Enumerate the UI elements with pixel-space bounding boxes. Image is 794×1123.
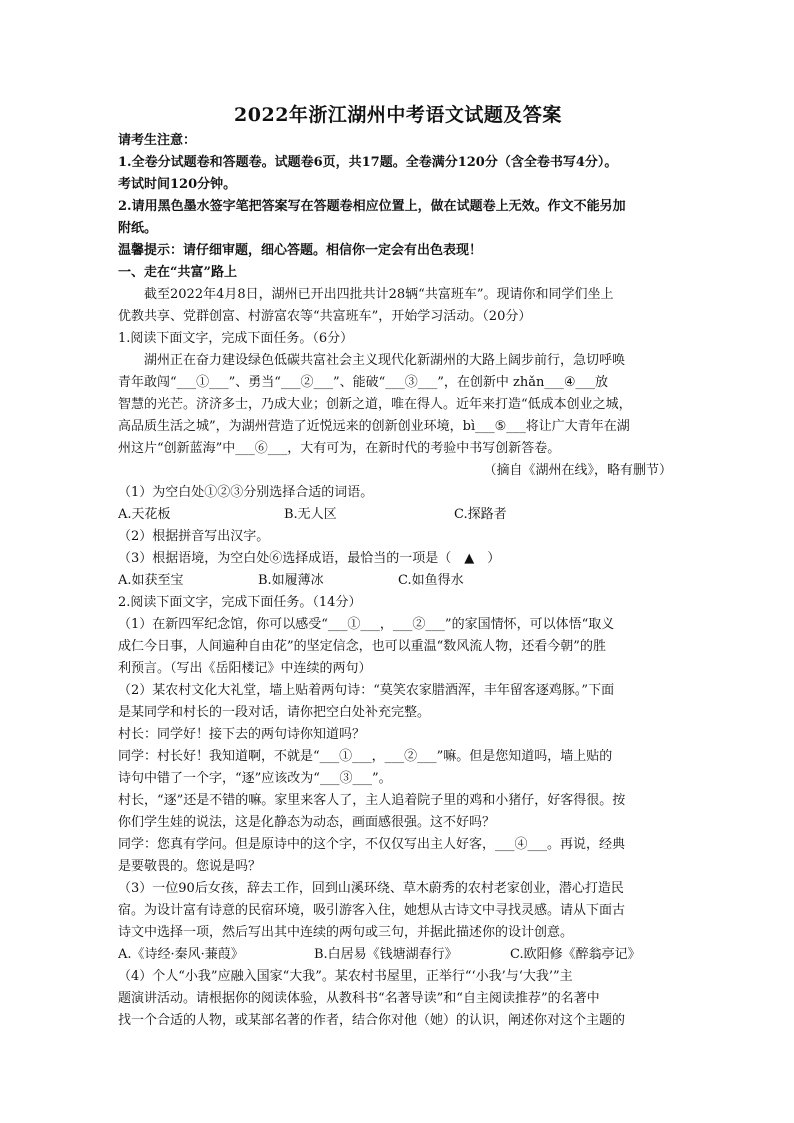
notice-line: 1.全卷分试题卷和答题卷。试题卷6页，共17题。全卷满分120分（含全卷书写4分）。 (118, 155, 618, 170)
notice-heading: 请考生注意： (118, 133, 197, 148)
exam-body (118, 130, 678, 1032)
option: A.如获至宝 (118, 573, 184, 588)
option: C.如鱼得水 (398, 573, 464, 588)
options-row (118, 504, 678, 526)
subquestion: 宿。为设计富有诗意的民宿环境，吸引游客入住，她想从古诗文中寻找灵感。请从下面古 (118, 903, 626, 918)
section-intro: 截至2022年4月8日，湖州已开出四批共计28辆“共富班车”。现请你和同学们坐上 (144, 287, 614, 302)
question-stem: 2.阅读下面文字，完成下面任务。（14分） (118, 595, 362, 610)
subquestion: （1）为空白处①②③分别选择合适的词语。 (118, 485, 374, 500)
dialogue-line: 同学：您真有学问。但是原诗中的这个字，不仅仅写出主人好客，___④___。再说，经典 (118, 837, 626, 852)
subquestion: 利预言。（写出《岳阳楼记》中连续的两句） (118, 661, 372, 676)
option: C.探路者 (454, 507, 507, 522)
section-heading: 一、走在“共富”路上 (118, 265, 237, 280)
option: B.无人区 (284, 507, 337, 522)
subquestion: （1）在新四军纪念馆，你可以感受“___①___，___②___”的家国情怀，可以体悟“取义 (118, 617, 615, 632)
dialogue-line: 是要敬畏的。您说是吗？ (118, 859, 262, 874)
notice-line: 2.请用黑色墨水签字笔把答案写在答题卷相应位置上，做在试题卷上无效。作文不能另加 (118, 199, 626, 214)
tip-line: 温馨提示：请仔细审题，细心答题。相信你一定会有出色表现！ (118, 243, 483, 258)
option: B.白居易《钱塘湖春行》 (314, 947, 458, 962)
option: A.《诗经·秦风·蒹葭》 (118, 947, 244, 962)
option: C.欧阳修《醉翁亭记》 (510, 947, 641, 962)
subquestion: （2）某农村文化大礼堂，墙上贴着两句诗：“莫笑农家腊酒浑，丰年留客逐鸡豚。”下面 (118, 683, 615, 698)
subquestion: （3）根据语境，为空白处⑥选择成语，最恰当的一项是（ ▲ ） (118, 551, 501, 566)
dialogue-line: 诗句中错了一个字，“逐”应该改为“___③___”。 (118, 771, 392, 786)
dialogue-line: 你们学生娃的说法，这是化静态为动态，画面感很强。这不好吗？ (118, 815, 496, 830)
subquestion: 找一个合适的人物，或某部名著的作者，结合你对他（她）的认识，阐述你对这个主题的 (118, 1013, 626, 1028)
subquestion: 成仁今日事，人间遍种自由花”的坚定信念，也可以重温“数风流人物，还看今朝”的胜 (118, 639, 606, 654)
passage-line: 青年敢闯“___①___”、勇当“___②___”、能破“___③___”，在创新中 zhǎn___④___放 (118, 375, 609, 390)
dialogue-line: 同学：村长好！我知道啊，不就是“___①___，___②___”嘛。但是您知道吗，墙上贴的 (118, 749, 613, 764)
passage-line: 湖州正在奋力建设绿色低碳共富社会主义现代化新湖州的大路上阔步前行，急切呼唤 (144, 353, 626, 368)
subquestion: 诗文中选择一项，然后写出其中连续的两句或三句，并据此描述你的设计创意。 (118, 925, 574, 940)
option: B.如履薄冰 (258, 573, 324, 588)
question-stem: 1.阅读下面文字，完成下面任务。（6分） (118, 331, 354, 346)
section-intro: 优教共享、党群创富、村游富农等“共富班车”，开始学习活动。（20分） (118, 309, 532, 324)
subquestion: （3）一位90后女孩，辞去工作，回到山溪环绕、草木蔚秀的农村老家创业，潜心打造民 (118, 881, 624, 896)
options-row (118, 944, 678, 966)
page-title: 2022年浙江湖州中考语文试题及答案 (234, 104, 562, 126)
passage-line: 高品质生活之城”，为湖州营造了近悦远来的创新创业环境，bì___⑤___将让广大青年在湖 (118, 419, 630, 434)
passage-line: 智慧的光芒。济济多士，乃成大业；创新之道，唯在得人。近年来打造“低成本创业之城， (118, 397, 632, 412)
options-row (118, 570, 678, 592)
notice-line: 考试时间120分钟。 (118, 177, 237, 192)
passage-source: （摘自《湖州在线》，略有删节） (483, 463, 672, 478)
passage-line: 州这片“创新蓝海”中___⑥___，大有可为，在新时代的考验中书写创新答卷。 (118, 441, 561, 456)
subquestion: 是某同学和村长的一段对话，请你把空白处补充完整。 (118, 705, 431, 720)
subquestion: （2）根据拼音写出汉字。 (118, 529, 270, 544)
subquestion: （4）个人“小我”应融入国家“大我”。某农村书屋里，正举行“‘小我’与‘大我’”主 (118, 969, 573, 984)
subquestion: 题演讲活动。请根据你的阅读体验，从教科书“名著导读”和“自主阅读推荐”的名著中 (118, 991, 600, 1006)
notice-line: 附纸。 (118, 221, 158, 236)
dialogue-line: 村长，“逐”还是不错的嘛。家里来客人了，主人追着院子里的鸡和小猪仔，好客得很。按 (118, 793, 626, 808)
dialogue-line: 村长：同学好！接下去的两句诗你知道吗？ (118, 727, 366, 742)
option: A.天花板 (118, 507, 171, 522)
